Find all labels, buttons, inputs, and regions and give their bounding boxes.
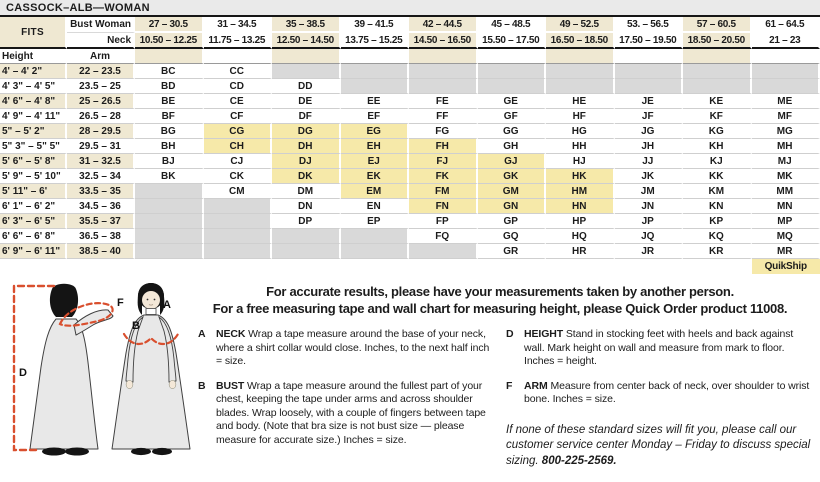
size-cell-JE: JE [615,94,684,109]
size-cell-JK: JK [615,169,684,184]
header-filler-cell [272,49,341,64]
size-cell-empty [204,244,273,259]
height-range: 4' 3" – 4' 5" [0,79,67,94]
figure-label-a: A [163,299,171,311]
bust-range: 39 – 41.5 [341,17,410,33]
bust-range: 57 – 60.5 [683,17,752,33]
arm-range: 38.5 – 40 [67,244,135,259]
height-range: 5" – 5' 2" [0,124,67,139]
size-cell-GJ: GJ [478,154,547,169]
size-cell-GM: GM [478,184,547,199]
height-range: 6' 6" – 6' 8" [0,229,67,244]
size-cell-MK: MK [752,169,820,184]
instruction-text: NECK Wrap a tape measure around the base of your neck, where a shirt collar would close. Inches, to the next half inch = size. [216,328,490,367]
size-cell-empty [478,64,547,79]
size-cell-KK: KK [683,169,752,184]
size-cell-HE: HE [546,94,615,109]
size-cell-GP: GP [478,214,547,229]
arm-range: 22 – 23.5 [67,64,135,79]
size-cell-HN: HN [546,199,615,214]
size-cell-empty [752,64,820,79]
figure-label-b: B [132,320,140,332]
header-filler-cell [409,49,478,64]
size-row [0,214,820,229]
size-cell-DP: DP [272,214,341,229]
height-range: 4' – 4' 2" [0,64,67,79]
size-cell-HR: HR [546,244,615,259]
page-title: CASSOCK–ALB—WOMAN [0,0,820,17]
size-cell-JR: JR [615,244,684,259]
size-cell-CD: CD [204,79,273,94]
header-filler-cell [204,49,273,64]
size-cell-HG: HG [546,124,615,139]
size-cell-empty [135,184,204,199]
figure-back-view [14,284,124,456]
size-cell-EE: EE [341,94,410,109]
customer-service-phone: 800-225-2569. [541,454,617,467]
size-cell-GG: GG [478,124,547,139]
size-cell-MG: MG [752,124,820,139]
arm-label: Arm [67,49,135,64]
size-cell-MF: MF [752,109,820,124]
quikship-badge: QuikShip [752,259,820,274]
size-row [0,244,820,259]
instruction-letter: A [198,328,206,340]
size-cell-MH: MH [752,139,820,154]
size-cell-JN: JN [615,199,684,214]
size-cell-KP: KP [683,214,752,229]
size-cell-KF: KF [683,109,752,124]
header-filler-cell [478,49,547,64]
size-cell-EN: EN [341,199,410,214]
size-cell-HK: HK [546,169,615,184]
size-cell-DD: DD [272,79,341,94]
header-filler-cell [341,49,410,64]
size-cell-HJ: HJ [546,154,615,169]
bust-range: 53. – 56.5 [615,17,684,33]
size-table [0,17,820,274]
size-cell-DF: DF [272,109,341,124]
header-filler-cell [752,49,820,64]
fits-label: FITS [0,17,67,49]
size-row [0,154,820,169]
size-cell-FQ: FQ [409,229,478,244]
size-cell-GK: GK [478,169,547,184]
size-cell-KN: KN [683,199,752,214]
size-cell-empty [752,79,820,94]
arm-range: 26.5 – 28 [67,109,135,124]
bust-range: 31 – 34.5 [204,17,273,33]
size-cell-empty [341,79,410,94]
neck-range: 18.50 – 20.50 [683,33,752,49]
size-cell-MP: MP [752,214,820,229]
arm-range: 25 – 26.5 [67,94,135,109]
size-cell-BH: BH [135,139,204,154]
height-label: Height [0,49,67,64]
size-cell-EJ: EJ [341,154,410,169]
size-cell-empty [135,229,204,244]
size-cell-KH: KH [683,139,752,154]
size-cell-BC: BC [135,64,204,79]
size-cell-MN: MN [752,199,820,214]
neck-range: 11.75 – 13.25 [204,33,273,49]
size-cell-empty [683,79,752,94]
instruction-neck [198,328,494,369]
size-cell-FN: FN [409,199,478,214]
neck-range: 16.50 – 18.50 [546,33,615,49]
arm-range: 31 – 32.5 [67,154,135,169]
size-cell-FF: FF [409,109,478,124]
size-cell-CG: CG [204,124,273,139]
size-cell-CJ: CJ [204,154,273,169]
arm-range: 28 – 29.5 [67,124,135,139]
size-cell-JF: JF [615,109,684,124]
quikship-row-spacer [0,259,752,274]
right-figure-feet [131,448,151,455]
size-cell-empty [615,64,684,79]
size-cell-CC: CC [204,64,273,79]
bust-range: 45 – 48.5 [478,17,547,33]
bust-range: 27 – 30.5 [135,17,204,33]
size-cell-FH: FH [409,139,478,154]
height-range: 4' 9" – 4' 11" [0,109,67,124]
bust-range: 61 – 64.5 [752,17,820,33]
measurement-figure-illustration [4,279,200,479]
neck-range: 15.50 – 17.50 [478,33,547,49]
special-sizing-text: If none of these standard sizes will fit you, please call our customer service center Monday – Friday to discuss special sizing. [506,423,811,467]
size-cell-BD: BD [135,79,204,94]
special-sizing-note [506,423,812,470]
neck-range: 14.50 – 16.50 [409,33,478,49]
size-cell-JM: JM [615,184,684,199]
figure-label-f: F [117,297,124,309]
instruction-text: BUST Wrap a tape measure around the fullest part of your chest, keeping the tape under arms and across shoulder blades. Wrap loosely, with a couple of fingers between tape and body. (Note that bra size is not bust size — please measure for accurate size.) Inches = size. [216,379,486,446]
instructions-left [198,328,494,458]
height-range: 4' 6" – 4' 8" [0,94,67,109]
size-cell-empty [478,79,547,94]
size-cell-empty [409,244,478,259]
size-row [0,139,820,154]
size-cell-BG: BG [135,124,204,139]
arm-range: 34.5 – 36 [67,199,135,214]
size-cell-EG: EG [341,124,410,139]
measuring-instructions-section [0,274,820,482]
size-cell-CF: CF [204,109,273,124]
size-cell-GE: GE [478,94,547,109]
size-row [0,79,820,94]
size-row [0,184,820,199]
size-cell-BF: BF [135,109,204,124]
height-range: 6' 1" – 6' 2" [0,199,67,214]
instruction-letter: D [506,328,514,340]
instruction-text: HEIGHT Stand in stocking feet with heels and back against wall. Mark height on wall and measure from mark to floor. Inches = height. [524,328,794,367]
size-row [0,64,820,79]
size-cell-empty [204,229,273,244]
instructions-right-wrap [506,328,812,469]
size-cell-EF: EF [341,109,410,124]
instructions-right [506,328,812,407]
size-cell-BE: BE [135,94,204,109]
bust-woman-label: Bust Woman [67,17,135,33]
size-cell-FE: FE [409,94,478,109]
header-filler-cell [546,49,615,64]
size-cell-HQ: HQ [546,229,615,244]
height-range: 5' 11" – 6' [0,184,67,199]
size-cell-empty [135,199,204,214]
size-row [0,169,820,184]
height-range: 5' 6" – 5' 8" [0,154,67,169]
size-cell-EH: EH [341,139,410,154]
instruction-letter: B [198,379,206,392]
intro-line-1: For accurate results, please have your measurements taken by another person. [266,284,734,299]
size-cell-JG: JG [615,124,684,139]
size-cell-empty [409,79,478,94]
size-cell-KJ: KJ [683,154,752,169]
size-cell-CH: CH [204,139,273,154]
height-range: 6' 3" – 6' 5" [0,214,67,229]
size-cell-MQ: MQ [752,229,820,244]
neck-range: 10.50 – 12.25 [135,33,204,49]
instruction-bust [198,380,494,448]
size-cell-MJ: MJ [752,154,820,169]
size-row [0,124,820,139]
size-cell-EM: EM [341,184,410,199]
size-cell-empty [135,214,204,229]
instruction-height [506,328,812,369]
size-cell-empty [409,64,478,79]
bust-range: 42 – 44.5 [409,17,478,33]
size-cell-empty [272,229,341,244]
size-cell-DJ: DJ [272,154,341,169]
size-cell-JQ: JQ [615,229,684,244]
size-cell-empty [683,64,752,79]
size-cell-JJ: JJ [615,154,684,169]
size-cell-DM: DM [272,184,341,199]
bust-range: 49 – 52.5 [546,17,615,33]
size-cell-HH: HH [546,139,615,154]
size-cell-BJ: BJ [135,154,204,169]
size-cell-EK: EK [341,169,410,184]
size-cell-KR: KR [683,244,752,259]
height-range: 5" 3" – 5" 5" [0,139,67,154]
size-cell-empty [546,79,615,94]
size-row [0,199,820,214]
size-cell-FP: FP [409,214,478,229]
size-cell-empty [615,79,684,94]
left-figure-hair [50,284,78,317]
instruction-letter: F [506,379,513,392]
size-row [0,94,820,109]
size-cell-empty [135,244,204,259]
size-cell-empty [546,64,615,79]
size-cell-empty [341,64,410,79]
collar [146,309,156,315]
arm-range: 29.5 – 31 [67,139,135,154]
size-cell-BK: BK [135,169,204,184]
size-cell-MR: MR [752,244,820,259]
neck-range: 17.50 – 19.50 [615,33,684,49]
instruction-arm [506,380,812,407]
instruction-text: ARM Measure from center back of neck, over shoulder to wrist bone. Inches = size. [524,379,810,405]
size-cell-empty [204,199,273,214]
figure-label-d: D [19,367,27,379]
size-cell-JH: JH [615,139,684,154]
arm-range: 32.5 – 34 [67,169,135,184]
size-cell-DG: DG [272,124,341,139]
size-cell-GR: GR [478,244,547,259]
neck-range: 21 – 23 [752,33,820,49]
size-cell-empty [204,214,273,229]
size-cell-MM: MM [752,184,820,199]
header-filler-cell [615,49,684,64]
size-cell-empty [272,244,341,259]
robed-figures-drawing [4,279,200,479]
header-filler-cell [135,49,204,64]
size-cell-KG: KG [683,124,752,139]
size-cell-DE: DE [272,94,341,109]
size-cell-ME: ME [752,94,820,109]
neck-range: 13.75 – 15.25 [341,33,410,49]
size-cell-KM: KM [683,184,752,199]
arm-range: 36.5 – 38 [67,229,135,244]
size-row [0,229,820,244]
arm-range: 23.5 – 25 [67,79,135,94]
size-cell-HP: HP [546,214,615,229]
size-cell-DK: DK [272,169,341,184]
size-cell-DH: DH [272,139,341,154]
size-cell-empty [341,244,410,259]
size-cell-EP: EP [341,214,410,229]
size-cell-KQ: KQ [683,229,752,244]
bust-range: 35 – 38.5 [272,17,341,33]
neck-range: 12.50 – 14.50 [272,33,341,49]
size-cell-CM: CM [204,184,273,199]
size-cell-empty [341,229,410,244]
size-cell-HM: HM [546,184,615,199]
size-cell-FG: FG [409,124,478,139]
size-cell-FM: FM [409,184,478,199]
arm-range: 33.5 – 35 [67,184,135,199]
intro-line-2: For a free measuring tape and wall chart for measuring height, please Quick Order product 11008. [212,301,788,316]
size-cell-GN: GN [478,199,547,214]
height-range: 5' 9" – 5' 10" [0,169,67,184]
size-cell-empty [272,64,341,79]
size-cell-DN: DN [272,199,341,214]
left-figure-feet [42,448,66,456]
size-cell-CE: CE [204,94,273,109]
height-range: 6' 9" – 6' 11" [0,244,67,259]
size-cell-GH: GH [478,139,547,154]
header-filler-cell [683,49,752,64]
size-cell-GQ: GQ [478,229,547,244]
size-cell-KE: KE [683,94,752,109]
size-cell-GF: GF [478,109,547,124]
arm-range: 35.5 – 37 [67,214,135,229]
size-cell-JP: JP [615,214,684,229]
size-cell-HF: HF [546,109,615,124]
size-row [0,109,820,124]
size-cell-CK: CK [204,169,273,184]
neck-label: Neck [67,33,135,49]
size-cell-FJ: FJ [409,154,478,169]
size-table-body [0,17,820,274]
size-cell-FK: FK [409,169,478,184]
intro-text [185,283,815,317]
